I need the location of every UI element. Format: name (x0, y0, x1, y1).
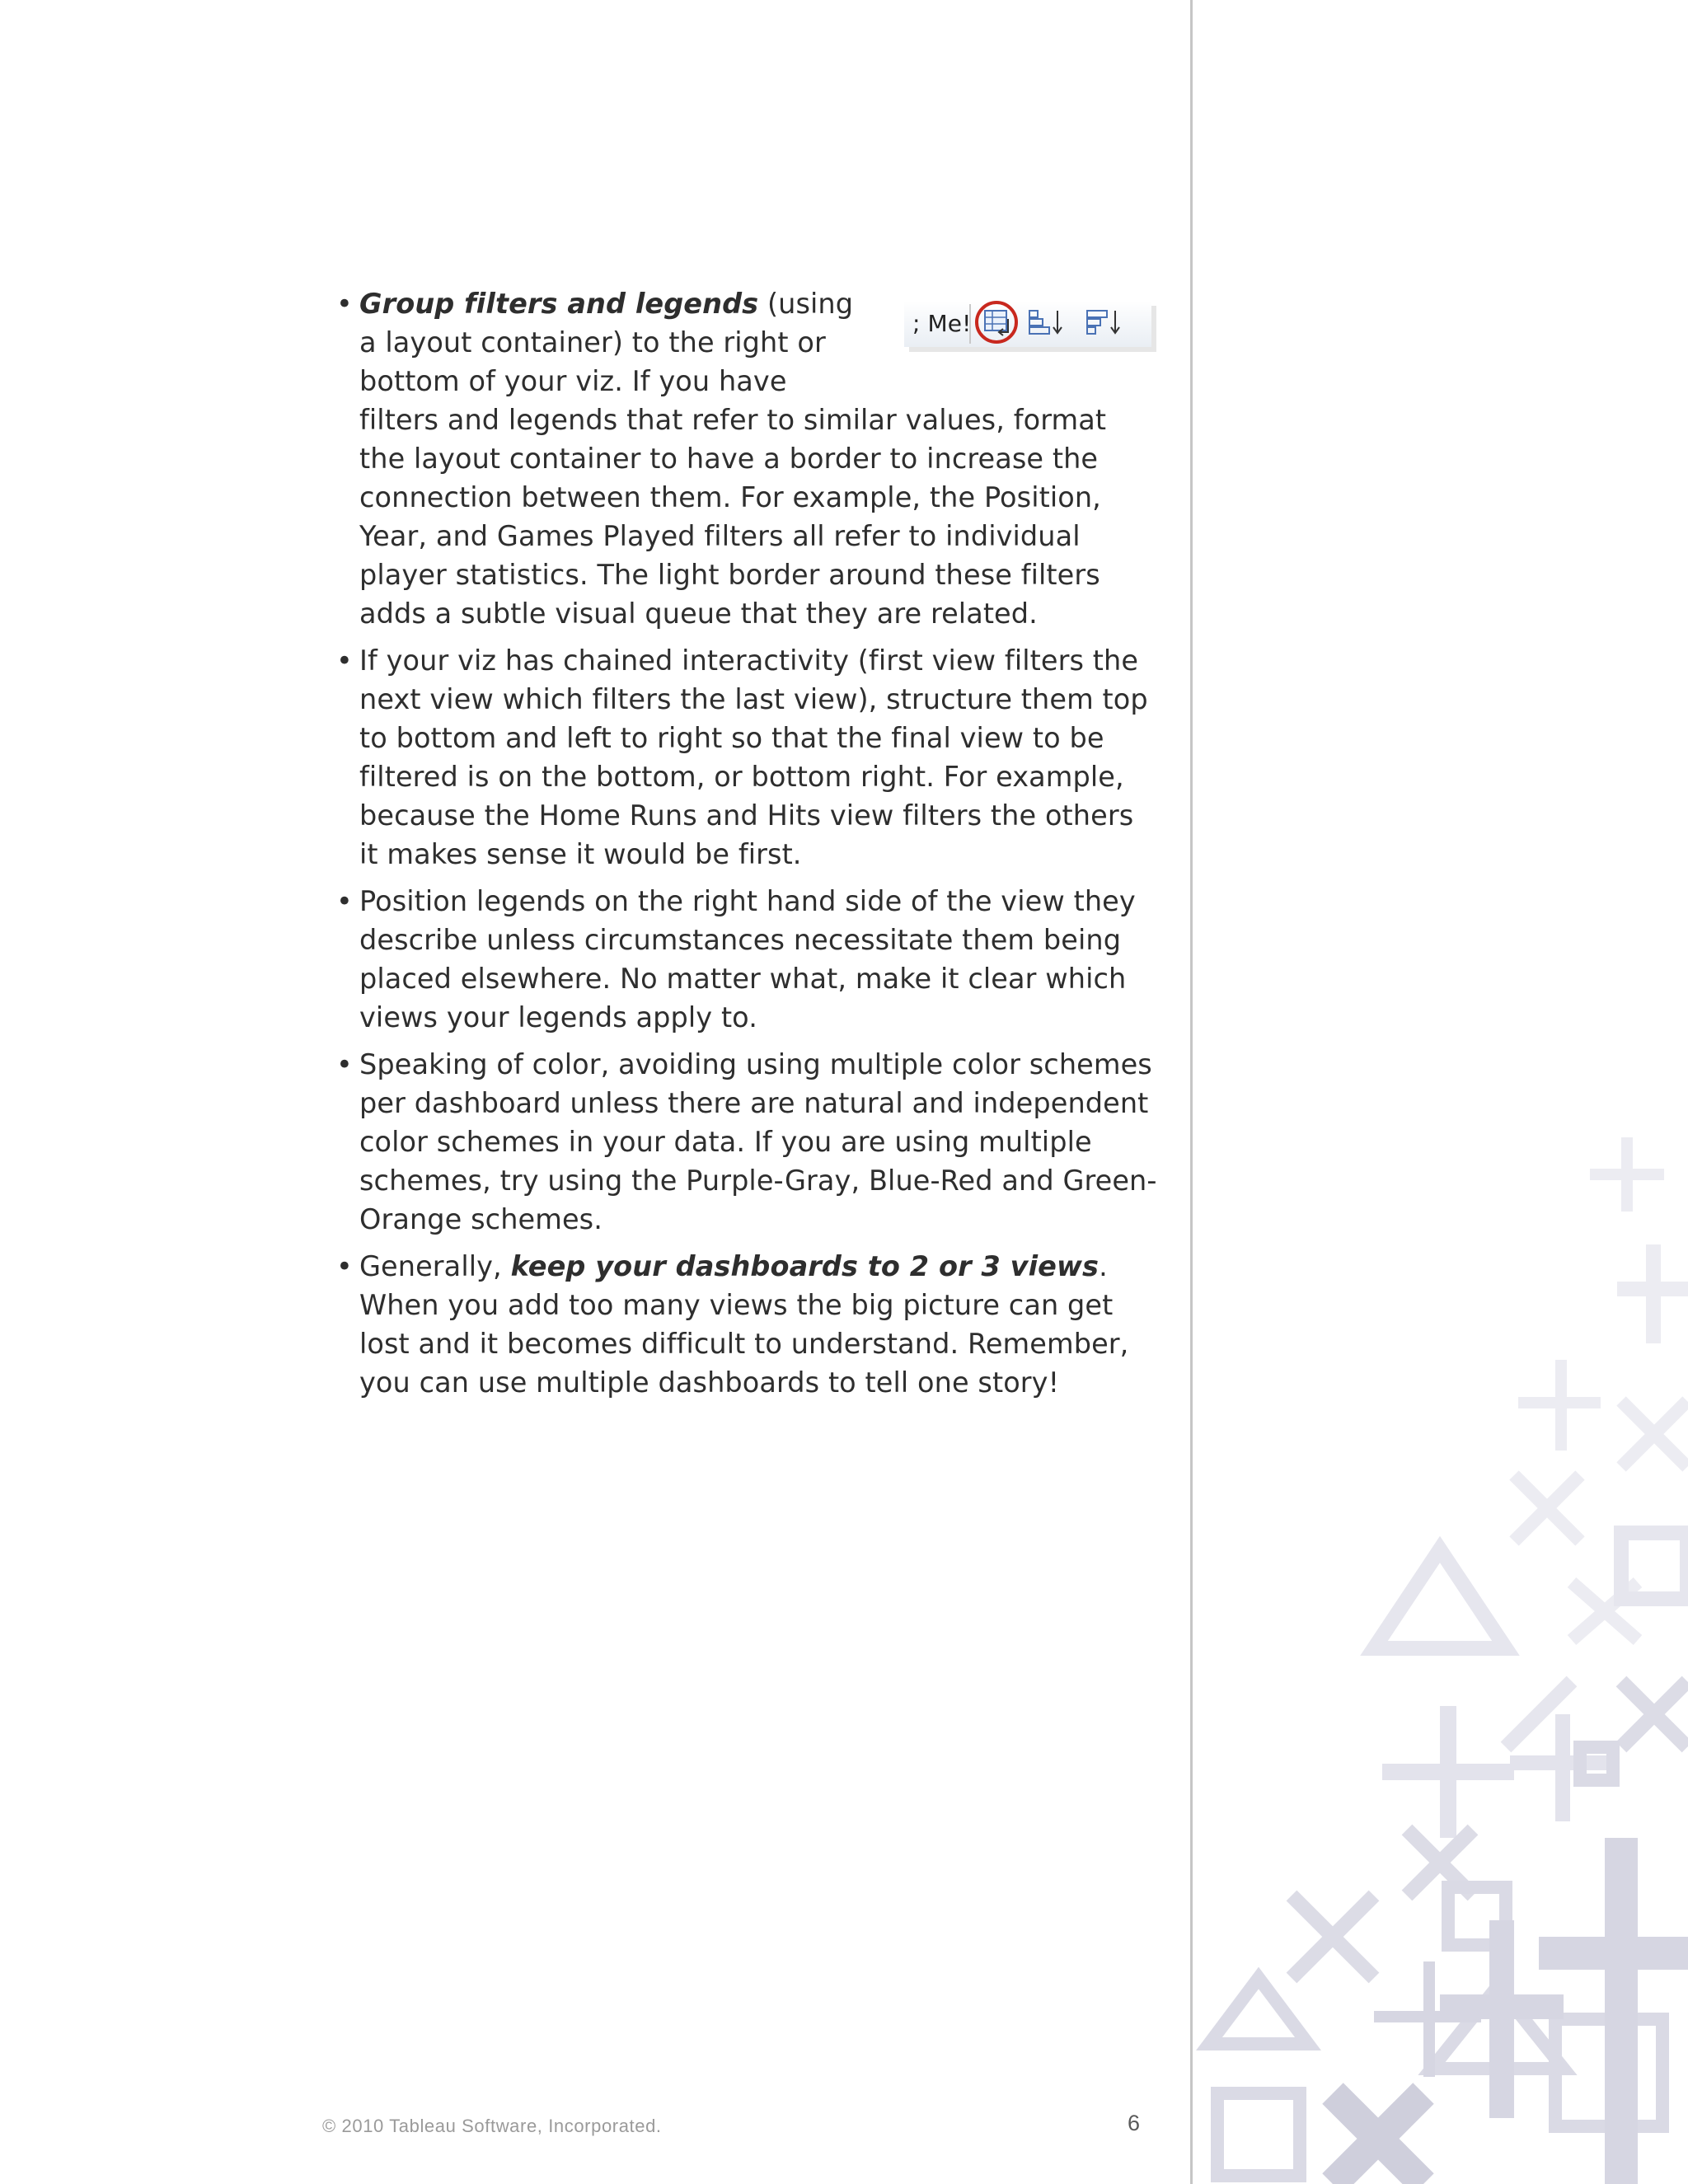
decorative-pattern (1193, 0, 1688, 2184)
bullet-glyph: • (336, 288, 353, 320)
bullet-list (336, 284, 1160, 1410)
bullet-prefix: Generally, (359, 1250, 511, 1282)
bullet-glyph: • (336, 1250, 353, 1282)
bullet-text: Position legends on the right hand side of the view they describe unless circumstances necessitate them being placed elsewhere. No matter what, make it clear which views your legends apply to. (359, 885, 1136, 1033)
bullet-item-group-filters (336, 284, 1160, 633)
footer-copyright: © 2010 Tableau Software, Incorporated. (322, 2116, 662, 2136)
bullet-item-color-schemes (336, 1045, 1160, 1239)
bullet-text: Speaking of color, avoiding using multiple color schemes per dashboard unless there are natural and independent color schemes in your data. If you are using multiple schemes, try using the Purple-Gray, Blue-Red and Green-Orange schemes. (359, 1048, 1157, 1235)
bullet-emphasis: keep your dashboards to 2 or 3 views (510, 1250, 1100, 1282)
bullet-glyph: • (336, 644, 353, 677)
toolbar-image (884, 286, 1160, 365)
toolbar-fragment-text: ; Me! (912, 310, 972, 337)
bullet-glyph: • (336, 885, 353, 917)
page-number: 6 (1128, 2111, 1141, 2135)
bullet-item-chained-interactivity (336, 641, 1160, 874)
bullet-item-view-count (336, 1247, 1160, 1402)
bullet-text: If your viz has chained interactivity (first view filters the next view which filters the last view), structure them top to bottom and left to right so that the final view to be filtered is on the bottom, or bottom right. For example, because the Home Runs and Hits view filters the others it makes sense it would be first. (359, 644, 1148, 870)
bullet-text: . When you add too many views the big picture can get lost and it becomes difficult to understand. Remember, you can use multiple dashboards to tell one story! (359, 1250, 1129, 1399)
bullet-emphasis: Group filters and legends (359, 288, 759, 320)
toolbar-screenshot (884, 286, 1160, 365)
bullet-item-position-legends (336, 882, 1160, 1037)
decorative-side-panel (1193, 0, 1688, 2184)
bullet-text: (using a layout container) to the right or bottom of your viz. If you have filters and legends that refer to similar values, format the layout container to have a border to increase the connection between them. For example, the Position, Year, and Games Played filters all refer to individual player statistics. The light border around these filters adds a subtle visual queue that they are related. (359, 288, 1107, 630)
bullet-glyph: • (336, 1048, 353, 1080)
